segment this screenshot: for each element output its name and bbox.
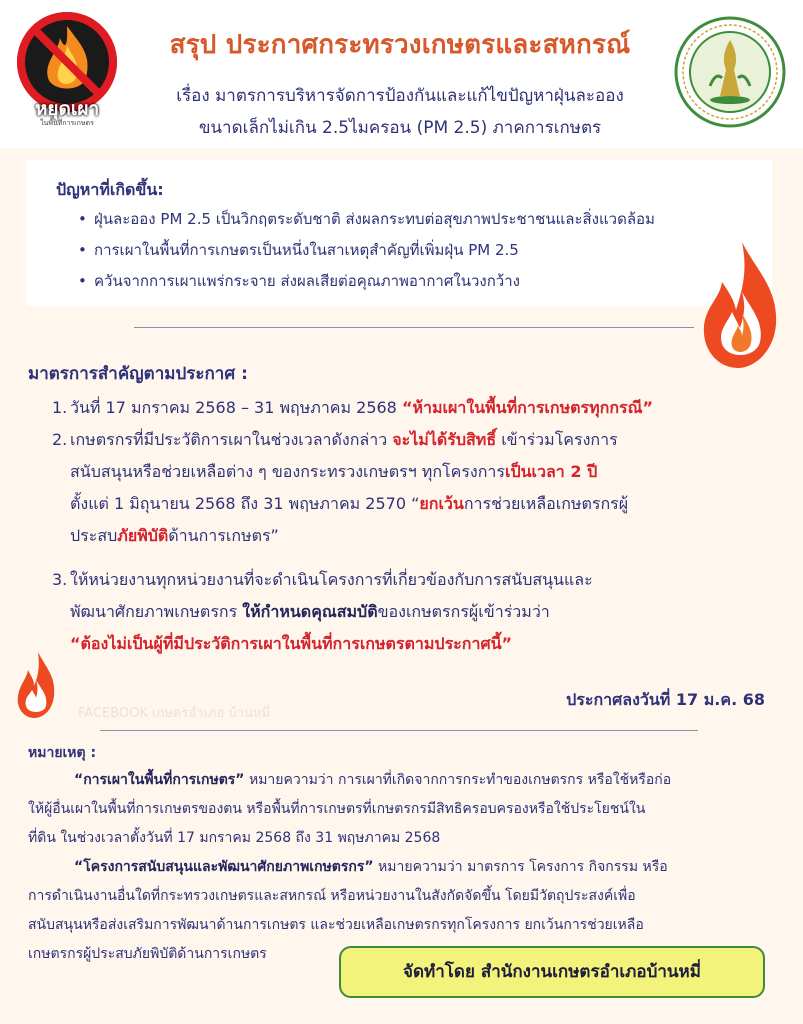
- measure-2: [52, 424, 764, 552]
- measure-text: ของเกษตรกรผู้เข้าร่วมว่า: [377, 602, 550, 621]
- measure-emphasis: “ต้องไม่เป็นผู้ที่มีประวัติการเผาในพื้นที่การเกษตรตามประกาศนี้”: [70, 634, 513, 653]
- credit-badge: จัดทำโดย สำนักงานเกษตรอำเภอบ้านหมี่: [339, 946, 765, 998]
- subject-line-1: เรื่อง มาตรการบริหารจัดการป้องกันและแก้ไขปัญหาฝุ่นละออง: [176, 86, 624, 106]
- measure-text: ประสบ: [70, 526, 118, 545]
- note-text: หมายความว่า มาตรการ โครงการ กิจกรรม หรือ: [373, 859, 668, 875]
- list-item: • ควันจากการเผาแพร่กระจาย ส่งผลเสียต่อคุณภาพอากาศในวงกว้าง: [78, 266, 758, 297]
- list-item: • การเผาในพื้นที่การเกษตรเป็นหนึ่งในสาเหตุสำคัญที่เพิ่มฝุ่น PM 2.5: [78, 235, 758, 266]
- measure-text: ตั้งแต่ 1 มิถุนายน 2568 ถึง 31 พฤษภาคม 2570 “: [70, 494, 420, 513]
- note-text: ให้ผู้อื่นเผาในพื้นที่การเกษตรของตน หรือพื้นที่การเกษตรที่เกษตรกรมีสิทธิครอบครองหรือใช้ประโยชน์ใน: [28, 801, 646, 817]
- flame-icon: [698, 240, 782, 370]
- measure-text: พัฒนาศักยภาพเกษตรกร: [70, 602, 243, 621]
- note-text: หมายความว่า การเผาที่เกิดจากการกระทำของเกษตรกร หรือใช้หรือก่อ: [244, 772, 672, 788]
- measure-emphasis: ภัยพิบัติ: [117, 526, 169, 545]
- page-title: สรุป ประกาศกระทรวงเกษตรและสหกรณ์: [169, 30, 631, 60]
- measure-3: [52, 564, 764, 660]
- measure-emphasis: ยกเว้น: [419, 494, 464, 513]
- ministry-seal-logo: [674, 16, 786, 128]
- measure-text: ด้านการเกษตร”: [168, 526, 279, 545]
- measure-emphasis: “ห้ามเผาในพื้นที่การเกษตรทุกกรณี”: [401, 398, 653, 417]
- note-text: สนับสนุนหรือส่งเสริมการพัฒนาด้านการเกษตร และช่วยเหลือเกษตรกรทุกโครงการ ยกเว้นการช่วยเหลือ: [28, 917, 644, 933]
- measure-emphasis: เป็นเวลา 2 ปี: [504, 462, 598, 481]
- notes-heading: หมายเหตุ :: [28, 745, 97, 761]
- note-1: [28, 766, 778, 853]
- measure-number: 3.: [52, 570, 68, 589]
- measure-number: 2.: [52, 430, 68, 449]
- stop-burning-sublabel: ในพื้นที่การเกษตร: [40, 119, 94, 127]
- subject-line-2: ขนาดเล็กไม่เกิน 2.5ไมครอน (PM 2.5) ภาคการเกษตร: [198, 118, 602, 138]
- measure-text: สนับสนุนหรือช่วยเหลือต่าง ๆ ของกระทรวงเกษตรฯ ทุกโครงการ: [70, 462, 505, 481]
- note-text: การดำเนินงานอื่นใดที่กระทรวงเกษตรและสหกรณ์ หรือหน่วยงานในสังกัดจัดขึ้น โดยมีวัตถุประสงค์เพื่อ: [28, 888, 636, 904]
- stop-burning-label: หยุดเผา: [34, 98, 100, 120]
- measure-number: 1.: [52, 398, 68, 417]
- problems-heading: ปัญหาที่เกิดขึ้น:: [56, 180, 164, 199]
- announcement-date: ประกาศลงวันที่ 17 ม.ค. 68: [566, 690, 765, 709]
- subject: [130, 80, 670, 144]
- measure-text: ให้หน่วยงานทุกหน่วยงานที่จะดำเนินโครงการที่เกี่ยวข้องกับการสนับสนุนและ: [70, 570, 593, 589]
- note-text: เกษตรกรผู้ประสบภัยพิบัติด้านการเกษตร: [28, 946, 267, 962]
- measure-text: เข้าร่วมโครงการ: [496, 430, 618, 449]
- measure-1: [52, 392, 764, 424]
- problems-list: [78, 204, 758, 297]
- measure-bold: ให้กำหนดคุณสมบัติ: [242, 602, 378, 621]
- measures-heading: มาตรการสำคัญตามประกาศ :: [28, 364, 248, 384]
- note-term: “โครงการสนับสนุนและพัฒนาศักยภาพเกษตรกร”: [74, 859, 374, 875]
- divider: [100, 730, 698, 731]
- note-text: ที่ดิน ในช่วงเวลาตั้งวันที่ 17 มกราคม 2568 ถึง 31 พฤษภาคม 2568: [28, 830, 441, 846]
- divider: [134, 327, 694, 328]
- measure-emphasis: จะไม่ได้รับสิทธิ์: [392, 430, 497, 449]
- flame-icon: [14, 650, 58, 720]
- measure-text: เกษตรกรที่มีประวัติการเผาในช่วงเวลาดังกล่าว: [70, 430, 393, 449]
- note-term: “การเผาในพื้นที่การเกษตร”: [74, 772, 245, 788]
- measure-text: วันที่ 17 มกราคม 2568 – 31 พฤษภาคม 2568: [70, 398, 402, 417]
- list-item: • ฝุ่นละออง PM 2.5 เป็นวิกฤตระดับชาติ ส่งผลกระทบต่อสุขภาพประชาชนและสิ่งแวดล้อม: [78, 204, 758, 235]
- watermark: FACEBOOK เกษตรอำเภอ บ้านหมี่: [78, 706, 270, 721]
- measure-text: การช่วยเหลือเกษตรกรผู้: [463, 494, 629, 513]
